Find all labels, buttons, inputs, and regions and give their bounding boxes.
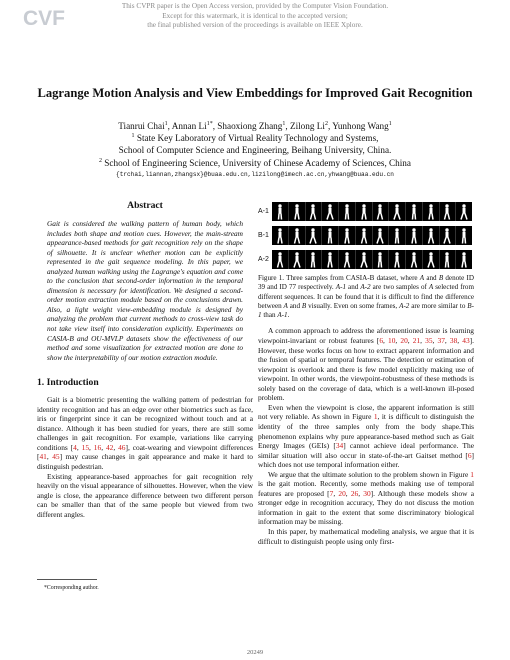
author-name: Tianrui Chai [118,121,165,131]
silhouette-frame [306,202,323,221]
citation-link[interactable]: 7 [329,488,334,498]
silhouette-frame [373,250,390,269]
author-list: Tianrui Chai$^1$, Annan $Li^{1*}$, Shaoxiong Zhang$^1$, Zilong Li$^2$, Yunhong Wang$^1$ [118,120,392,131]
affiliation-1-cont: School of Computer Science and Engineering, Beihang University, China. [118,145,392,156]
silhouette-frame [440,226,457,245]
banner-line-2: Except for this watermark, it is identical to the accepted version; [162,11,348,20]
open-access-banner [0,2,510,31]
author-aff: 1 [164,120,168,127]
silhouette-frame [456,250,472,269]
row-label-a1: A-1 [258,208,269,215]
author-block [0,120,510,181]
citation-link[interactable]: 15 [81,442,90,452]
citation-link[interactable]: 41 [39,452,47,462]
right-column [258,202,474,546]
citation-link[interactable]: 4 [73,442,77,452]
silhouette-frame [339,226,356,245]
left-column [37,200,253,519]
silhouette-frame [272,250,289,269]
affiliation-num: 2 [99,157,102,164]
italic-term: B [438,274,444,282]
affiliation-2 [0,157,510,169]
silhouette-frame [373,226,390,245]
row-label-b1: B-1 [258,232,269,239]
author-emails: {trchai,liannan,zhangsx}@buaa.edu.cn,lizilong@imech.ac.cn,yhwang@buaa.edu.cn [116,170,394,178]
banner-line-3: the final published version of the proceedings is available on IEEE Xplore. [147,21,363,30]
author-aff: 1 [206,120,210,127]
silhouette-frame [406,250,423,269]
italic-term: A-2 [360,283,371,292]
abstract-heading: Abstract [127,200,163,211]
citation-link[interactable]: 26 [350,488,359,498]
italic-term: A-2 [399,301,410,310]
affiliation-num: 1 [131,133,135,140]
italic-term: B [301,301,307,310]
citation-link[interactable]: 1 [373,412,378,422]
silhouette-frame [373,202,390,221]
figure-1 [258,202,474,272]
silhouette-frame [406,202,423,221]
silhouette-strip-a1 [272,202,472,221]
italic-term: A [419,274,425,282]
silhouette-frame [389,202,406,221]
citation-link[interactable]: 37 [437,336,445,346]
silhouette-frame [423,202,440,221]
row-label-a2: A-2 [258,256,269,263]
citation-link[interactable]: 20 [400,336,408,346]
silhouette-frame [289,226,306,245]
affiliation-text: School of Engineering Science, University of Chinese Academy of Sciences, China [104,157,411,168]
intro-paragraph-2: Existing appearance-based approaches for gait recognition rely heavily on the visual appearance of silhouettes. However, when the view angle is close, the appearance difference between two different person can be smaller than that of the same people but viewed from two different angles. [37,471,253,519]
banner-line-1: This CVPR paper is the Open Access version, provided by the Computer Vision Foundation. [121,2,389,10]
silhouette-frame [423,226,440,245]
right-paragraph-4: In this paper, by mathematical modeling analysis, we argue that it is difficult to distinguish people using only first- [258,526,474,546]
page-number: 20249 [246,649,264,656]
right-paragraph-1: A common approach to address the aforementioned issue is learning viewpoint-invariant or robust features [6, 10, 20, 21, 35, 37, 38, 43]. However, these works focus on how to extract apparent information and the fusion of spatial or temporal features. The detection or estimation of viewpoint is overlook and there is few model explicitly making use of viewpoint. In other words, the viewpoint-robustness of these methods is solely based on the coverage of data, which is a well-known ill-posed problem. [258,326,474,403]
silhouette-frame [456,202,472,221]
silhouette-frame [440,250,457,269]
figure-1-caption: Figure 1. Three samples from CASIA-B dataset, where A and B denote ID 39 and ID 77 respectively. A-1 and A-2 are two samples of A selected from different sequences. It can be found that it is difficult to find the difference between A and B visually. Even on some frames, A-2 are more similar to B-1 than A-1. [258,274,474,320]
author-name: Annan Li [171,121,207,131]
silhouette-frame [389,250,406,269]
right-paragraph-2: Even when the viewpoint is close, the apparent information is still not very reliable. As shown in Figure 1, it is difficult to distinguish the identity of the three samples only from the body shape.This phenomenon explains why pure appearance-based method such as Gait Energy Images (GEIs) [34] cannot achieve ideal performance. The similar situation will also occur in state-of-the-art Gaitset method [6] which does not use temporal information either. [258,402,475,470]
italic-term: A [428,283,434,292]
italic-term: A [283,301,288,310]
citation-link[interactable]: 21 [412,336,421,346]
silhouette-strip-a2 [272,250,472,269]
author-name: Shaoxiong Zhang [217,121,283,131]
corresponding-mark: * [209,120,213,127]
silhouette-frame [322,226,339,245]
silhouette-frame [339,202,356,221]
citation-link[interactable]: 1 [470,469,474,479]
paper-title: Lagrange Motion Analysis and View Embeddings for Improved Gait Recognition [37,86,473,100]
introduction-heading: 1. Introduction [37,377,99,389]
right-paragraph-3: We argue that the ultimate solution to the problem shown in Figure 1 is the gait motion. Recently, some methods making use of temporal features are proposed [7, 20, 26, 30]. Although these models show a stronger edge in recognition accuracy, They do not discuss the motion information in gait to the extent that some discriminatory biological information may be missing. [258,469,474,527]
abstract-text: Gait is considered the walking pattern of human body, which includes both shape and motion cues. However, the main-stream appearance-based methods for gait recognition rely on the shape of silhouette. It is unclear whether motion can be explicitly represented in the gait sequence modeling. In this paper, we analyzed human walking using the Lagrange's equation and come to the conclusion that second-order information in the temporal dimension is necessary for identification. We designed a second-order motion extraction module based on the conclusions drawn. Also, a light weight view-embedding module is designed by analyzing the problem that current methods to cross-view task do not take view itself into consideration explicitly. Experiments on CASIA-B and OU-MVLP datasets show the effectiveness of our method and some visualization for extracted motion are done to show the interpretability of our motion extraction module. [47,219,243,362]
silhouette-frame [339,250,356,269]
italic-term: A-1 [277,311,288,320]
italic-term: B-1 [258,301,474,320]
citation-link[interactable]: 34 [335,441,344,451]
footnote: *Corresponding author. [44,585,99,591]
citation-link[interactable]: 10 [388,336,396,346]
affiliation-1 [0,132,510,144]
citation-link[interactable]: 30 [363,488,371,498]
citation-link[interactable]: 42 [105,442,114,452]
silhouette-frame [306,226,323,245]
citation-link[interactable]: 38 [449,336,458,346]
silhouette-frame [272,202,289,221]
citation-link[interactable]: 43 [462,336,470,346]
silhouette-frame [440,202,457,221]
citation-link[interactable]: 35 [425,336,433,346]
affiliation-text: State Key Laboratory of Virtual Reality Technology and Systems, [136,133,379,144]
silhouette-frame [272,226,289,245]
silhouette-frame [356,202,373,221]
silhouette-frame [356,226,373,245]
footnote-rule [37,579,97,580]
silhouette-frame [356,250,373,269]
silhouette-strip-b1 [272,226,472,245]
citation-link[interactable]: 16 [93,442,102,452]
author-name: Yunhong Wang [332,121,389,131]
intro-paragraph-1: Gait is a biometric presenting the walking pattern of pedestrian for identity recognition and has an edge over other biometrics such as face, iris or fingerprint since it can be recognized without touch and at a distance. Although it has been studied for years, there are still some challenges in gait recognition. For example, variations like carrying conditions [4, 15, 16, 42, 46], coat-wearing and viewpoint differences [41, 45] may cause changes in gait appearance and make it hard to distinguish pedestrian. [37,395,253,472]
silhouette-frame [322,202,339,221]
silhouette-frame [322,250,339,269]
citation-link[interactable]: 6 [467,450,472,460]
silhouette-frame [389,226,406,245]
silhouette-frame [423,250,440,269]
citation-link[interactable]: 45 [52,452,60,462]
silhouette-frame [289,250,306,269]
silhouette-frame [306,250,323,269]
author-aff: 1 [388,120,392,127]
author-name: Zilong Li [289,121,325,131]
silhouette-frame [456,226,472,245]
citation-link[interactable]: 6 [379,336,384,346]
citation-link[interactable]: 46 [118,442,126,452]
author-aff: 2 [324,120,328,127]
cvf-logo-text: CVF [23,7,65,29]
silhouette-frame [406,226,423,245]
silhouette-frame [289,202,306,221]
citation-link[interactable]: 20 [338,488,346,498]
italic-term: A-1 [335,283,346,292]
author-aff: 1 [282,120,286,127]
